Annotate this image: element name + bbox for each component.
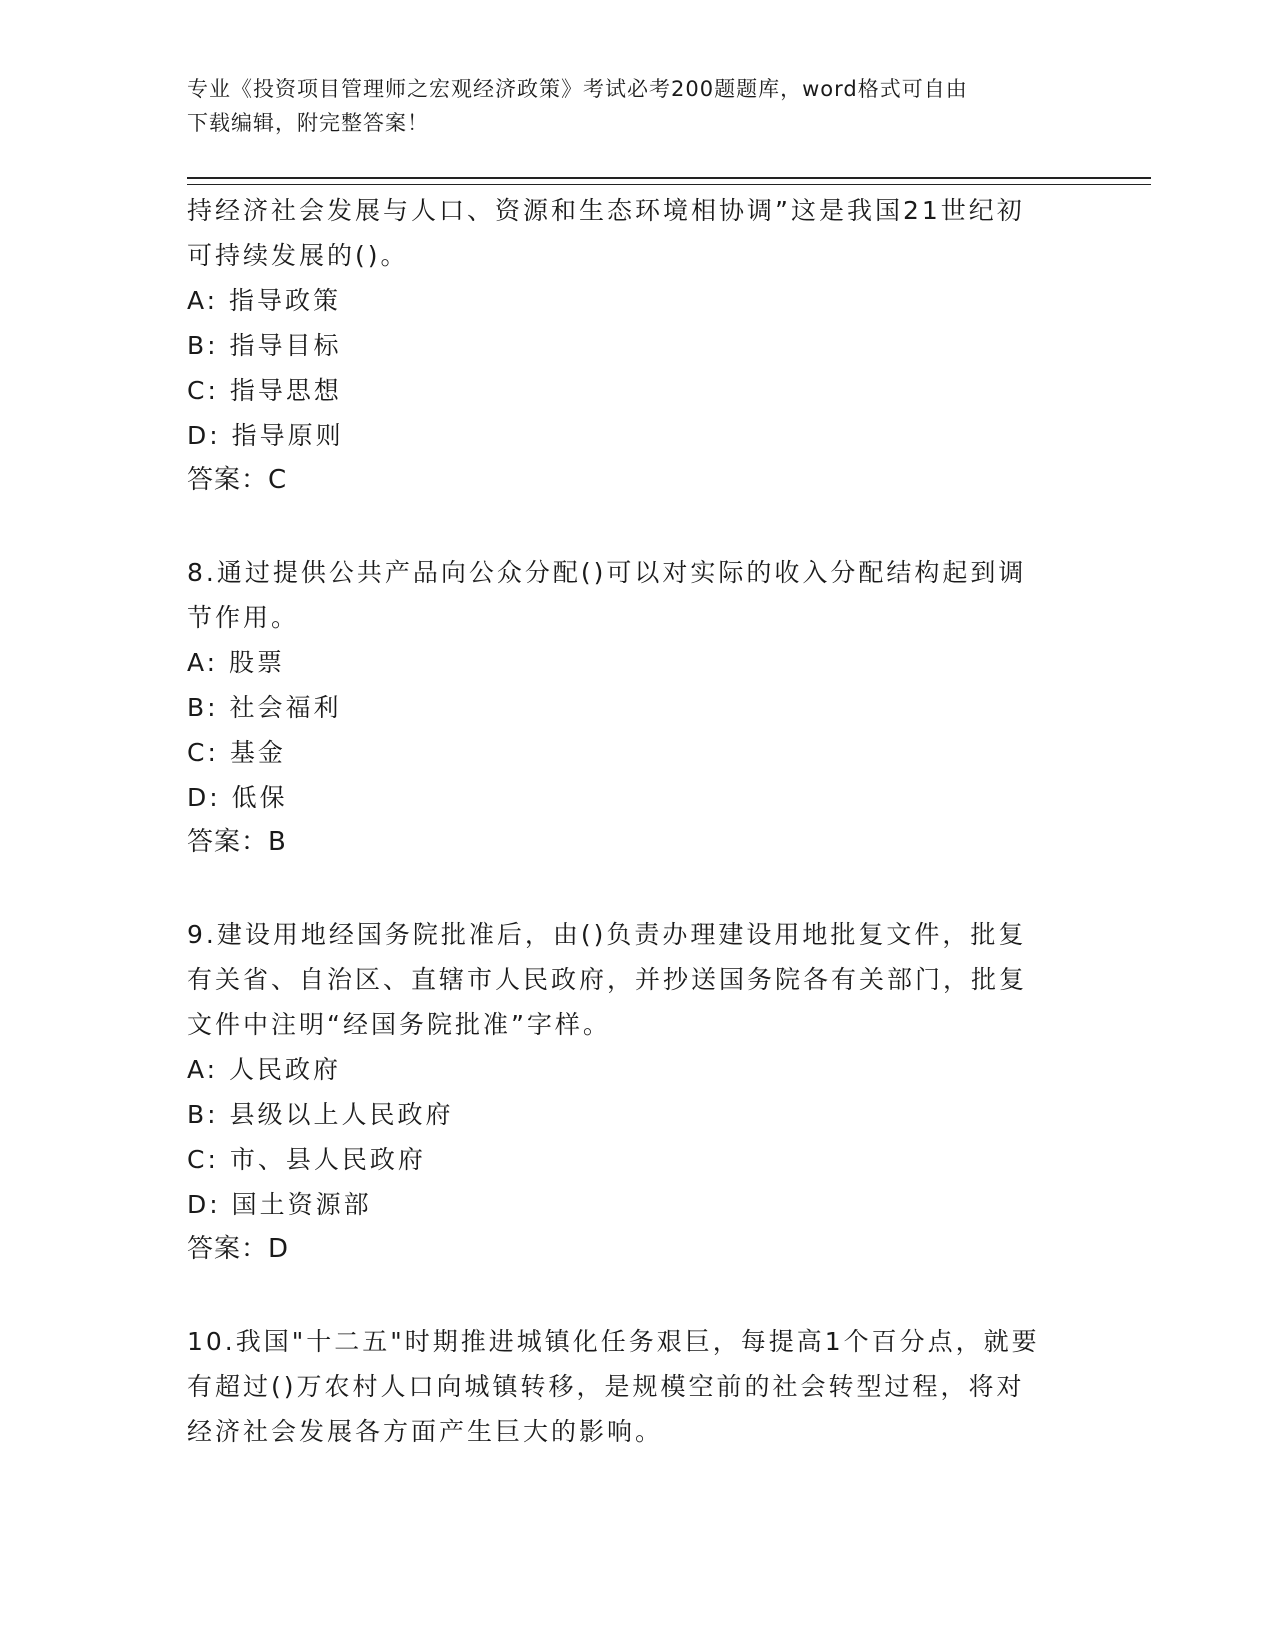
question-7-option-c: C: 指导思想 [187, 376, 342, 405]
question-7-option-d: D: 指导原则 [187, 421, 344, 450]
question-9-answer: 答案：D [187, 1234, 290, 1264]
question-spacer [187, 503, 1087, 550]
question-7-stem-line-1: 持经济社会发展与人口、资源和生态环境相协调”这是我国21世纪初 [187, 196, 1025, 225]
question-8-answer: 答案：B [187, 827, 287, 857]
question-10-stem-line-1: 10.我国"十二五"时期推进城镇化任务艰巨，每提高1个百分点，就要 [187, 1327, 1040, 1356]
question-list [187, 188, 1087, 1454]
question-9 [187, 912, 1087, 1272]
question-7-option-b: B: 指导目标 [187, 331, 342, 360]
header-divider-thick [187, 177, 1151, 179]
header-title-line-2: 下载编辑，附完整答案！ [187, 111, 429, 135]
question-9-stem-line-1: 9.建设用地经国务院批准后，由()负责办理建设用地批复文件，批复 [187, 920, 1027, 949]
question-8-stem-line-1: 8.通过提供公共产品向公众分配()可以对实际的收入分配结构起到调 [187, 558, 1027, 587]
document-header [187, 72, 1067, 140]
question-10-stem-line-3: 经济社会发展各方面产生巨大的影响。 [187, 1417, 664, 1446]
question-8-option-c: C: 基金 [187, 738, 286, 767]
question-10 [187, 1319, 1087, 1454]
question-9-option-b: B: 县级以上人民政府 [187, 1100, 454, 1129]
header-divider-thin [187, 184, 1151, 185]
question-spacer [187, 1272, 1087, 1319]
question-8-option-d: D: 低保 [187, 783, 288, 812]
question-8-option-a: A: 股票 [187, 648, 286, 677]
question-8 [187, 550, 1087, 865]
question-8-option-b: B: 社会福利 [187, 693, 342, 722]
question-10-stem-line-2: 有超过()万农村人口向城镇转移，是规模空前的社会转型过程，将对 [187, 1372, 1025, 1401]
header-title-line-1: 专业《投资项目管理师之宏观经济政策》考试必考200题题库，word格式可自由 [187, 77, 968, 101]
question-9-option-c: C: 市、县人民政府 [187, 1145, 426, 1174]
question-7 [187, 188, 1087, 503]
question-7-option-a: A: 指导政策 [187, 286, 342, 315]
question-9-stem-line-3: 文件中注明“经国务院批准”字样。 [187, 1010, 611, 1039]
question-spacer [187, 865, 1087, 912]
question-7-stem-line-2: 可持续发展的()。 [187, 241, 409, 270]
question-9-option-d: D: 国土资源部 [187, 1190, 372, 1219]
question-8-stem-line-2: 节作用。 [187, 603, 300, 632]
question-9-stem-line-2: 有关省、自治区、直辖市人民政府，并抄送国务院各有关部门，批复 [187, 965, 1028, 994]
question-9-option-a: A: 人民政府 [187, 1055, 342, 1084]
question-7-answer: 答案：C [187, 465, 288, 495]
